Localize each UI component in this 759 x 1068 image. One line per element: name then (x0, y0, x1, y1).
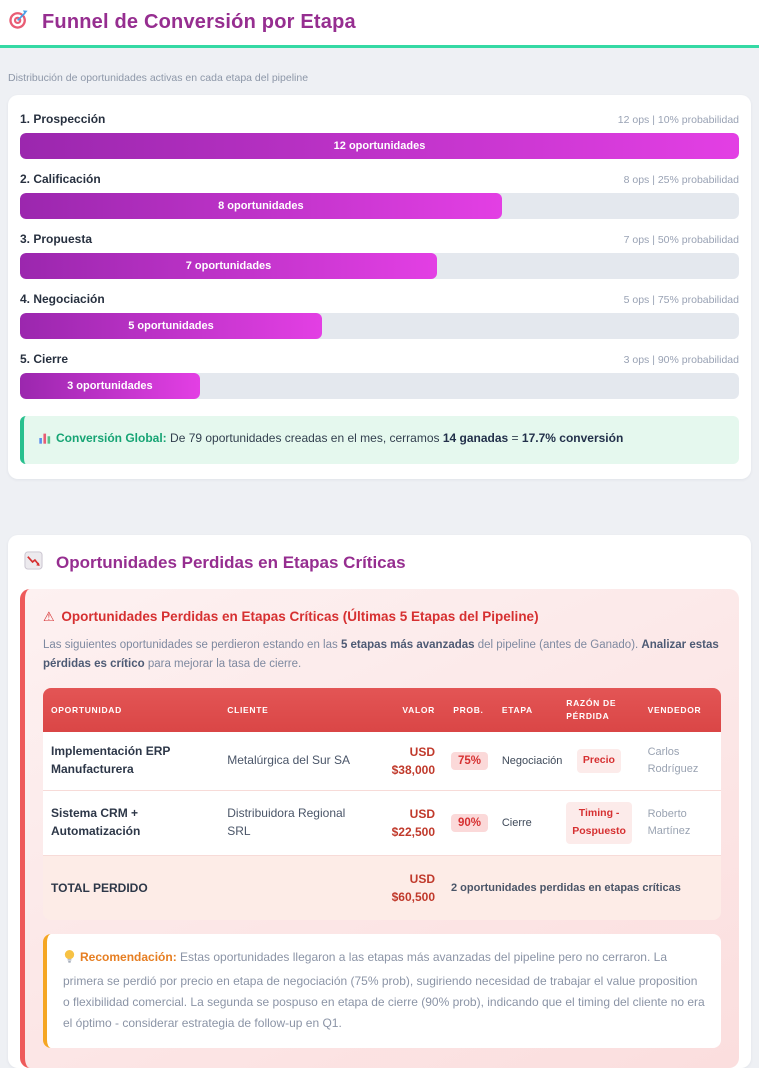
stage-label: 5. Cierre (20, 352, 69, 366)
conversion-equals: = (508, 431, 522, 445)
page-subtitle: Distribución de oportunidades activas en cada etapa del pipeline (8, 72, 309, 84)
intro-bold: 5 etapas más avanzadas (340, 639, 475, 652)
col-vendedor: VENDEDOR (640, 688, 721, 732)
stage-bar (20, 313, 322, 339)
lost-table (43, 688, 721, 919)
lost-alert-card (20, 589, 739, 1067)
stage-bar (20, 373, 200, 399)
stage-label: 3. Propuesta (20, 232, 93, 246)
lost-section-title: Oportunidades Perdidas en Etapas Críticas (56, 553, 406, 573)
value-amount: $60,500 (391, 889, 435, 904)
cell-opportunity: Sistema CRM + Automatización (43, 791, 219, 856)
alert-title-text: Oportunidades Perdidas en Etapas Críticas (Últimas 5 Etapas del Pipeline) (61, 609, 539, 625)
conversion-won: 14 ganadas (442, 431, 509, 445)
stage-bar-label: 7 oportunidades (185, 260, 272, 272)
funnel-card (8, 95, 751, 479)
funnel-stage-prospeccion (20, 112, 739, 159)
intro-text: para mejorar la tasa de cierre. (144, 658, 302, 671)
stage-bar (20, 133, 739, 159)
total-label: TOTAL PERDIDO (43, 856, 379, 920)
table-total-row (43, 856, 721, 920)
header-accent-line (0, 45, 759, 48)
total-note: 2 oportunidades perdidas en etapas críticas (443, 856, 721, 920)
stage-bar (20, 253, 437, 279)
stage-meta: 8 ops | 25% probabilidad (623, 174, 739, 186)
lost-opportunities-section (8, 535, 751, 1067)
value-currency: USD (409, 806, 435, 821)
cell-opportunity: Implementación ERP Manufacturera (43, 732, 219, 791)
lightbulb-icon (63, 949, 76, 971)
stage-bar-track (20, 133, 739, 159)
total-value (379, 856, 443, 920)
stage-meta: 12 ops | 10% probabilidad (617, 114, 739, 126)
stage-meta: 7 ops | 50% probabilidad (623, 234, 739, 246)
cell-reason (558, 791, 639, 856)
page-title: Funnel de Conversión por Etapa (42, 10, 356, 33)
cell-probability (443, 791, 494, 856)
table-row (43, 732, 721, 791)
cell-value (379, 791, 443, 856)
cell-seller: Roberto Martínez (640, 791, 721, 856)
stage-label: 1. Prospección (20, 112, 106, 126)
value-currency: USD (409, 871, 435, 886)
col-oportunidad: OPORTUNIDAD (43, 688, 219, 732)
global-conversion-note (20, 416, 739, 464)
stage-bar-track (20, 313, 739, 339)
intro-bold: Analizar estas pérdidas es crítico (43, 639, 719, 671)
recommendation-title: Recomendación: (80, 949, 177, 964)
cell-stage: Negociación (494, 732, 558, 791)
page-header (0, 0, 759, 45)
reason-badge: Timing - Pospuesto (566, 802, 632, 844)
target-icon (8, 9, 29, 35)
stage-bar-label: 12 oportunidades (333, 140, 426, 152)
bar-chart-icon (38, 431, 52, 450)
stage-bar-label: 3 oportunidades (67, 380, 153, 392)
conversion-text: De 79 oportunidades creadas en el mes, cerramos (166, 431, 443, 445)
table-header-row (43, 688, 721, 732)
stage-bar-track (20, 253, 739, 279)
stage-label: 4. Negociación (20, 292, 105, 306)
cell-seller: Carlos Rodríguez (640, 732, 721, 791)
col-etapa: ETAPA (494, 688, 558, 732)
stage-meta: 5 ops | 75% probabilidad (623, 294, 739, 306)
probability-badge: 75% (451, 752, 488, 770)
conversion-rate: 17.7% conversión (521, 431, 624, 445)
reason-badge: Precio (577, 749, 621, 773)
value-currency: USD (409, 744, 435, 759)
chart-decreasing-icon (24, 551, 43, 575)
alert-intro (43, 636, 721, 674)
stage-meta: 3 ops | 90% probabilidad (623, 354, 739, 366)
alert-title (43, 609, 721, 625)
intro-text: del pipeline (antes de Ganado). (474, 639, 642, 652)
col-valor: VALOR (379, 688, 443, 732)
col-prob: PROB. (443, 688, 494, 732)
probability-badge: 90% (451, 814, 488, 832)
funnel-stage-negociacion (20, 292, 739, 339)
stage-bar-track (20, 373, 739, 399)
value-amount: $38,000 (391, 762, 435, 777)
cell-client: Metalúrgica del Sur SA (219, 732, 378, 791)
stage-label: 2. Calificación (20, 172, 101, 186)
intro-text: Las siguientes oportunidades se perdieron estando en las (43, 639, 341, 652)
stage-bar (20, 193, 502, 219)
cell-reason (558, 732, 639, 791)
stage-bar-track (20, 193, 739, 219)
table-row (43, 791, 721, 856)
recommendation-box (43, 934, 721, 1048)
cell-stage: Cierre (494, 791, 558, 856)
funnel-stage-cierre (20, 352, 739, 399)
value-amount: $22,500 (391, 824, 435, 839)
cell-probability (443, 732, 494, 791)
recommendation-text: Estas oportunidades llegaron a las etapas más avanzadas del pipeline pero no cerraron. La primera se perdió por precio en etapa de negociación (75% prob), sugiriendo necesidad de trabajar el value proposition o flexibilidad comercial. La segunda se pospuso en etapa de cierre (90% prob), indicando que el timing del cliente no era el óptimo - considerar estrategia de follow-up en Q1. (63, 949, 705, 1030)
lost-section-header (24, 551, 739, 575)
col-razon-perdida: RAZÓN DE PÉRDIDA (558, 688, 639, 732)
cell-value (379, 732, 443, 791)
cell-client: Distribuidora Regional SRL (219, 791, 378, 856)
stage-bar-label: 8 oportunidades (218, 200, 304, 212)
stage-bar-label: 5 oportunidades (128, 320, 214, 332)
funnel-stage-calificacion (20, 172, 739, 219)
conversion-title: Conversión Global: (56, 431, 167, 445)
funnel-stage-propuesta (20, 232, 739, 279)
warning-icon: ⚠ (43, 609, 55, 625)
col-cliente: CLIENTE (219, 688, 378, 732)
